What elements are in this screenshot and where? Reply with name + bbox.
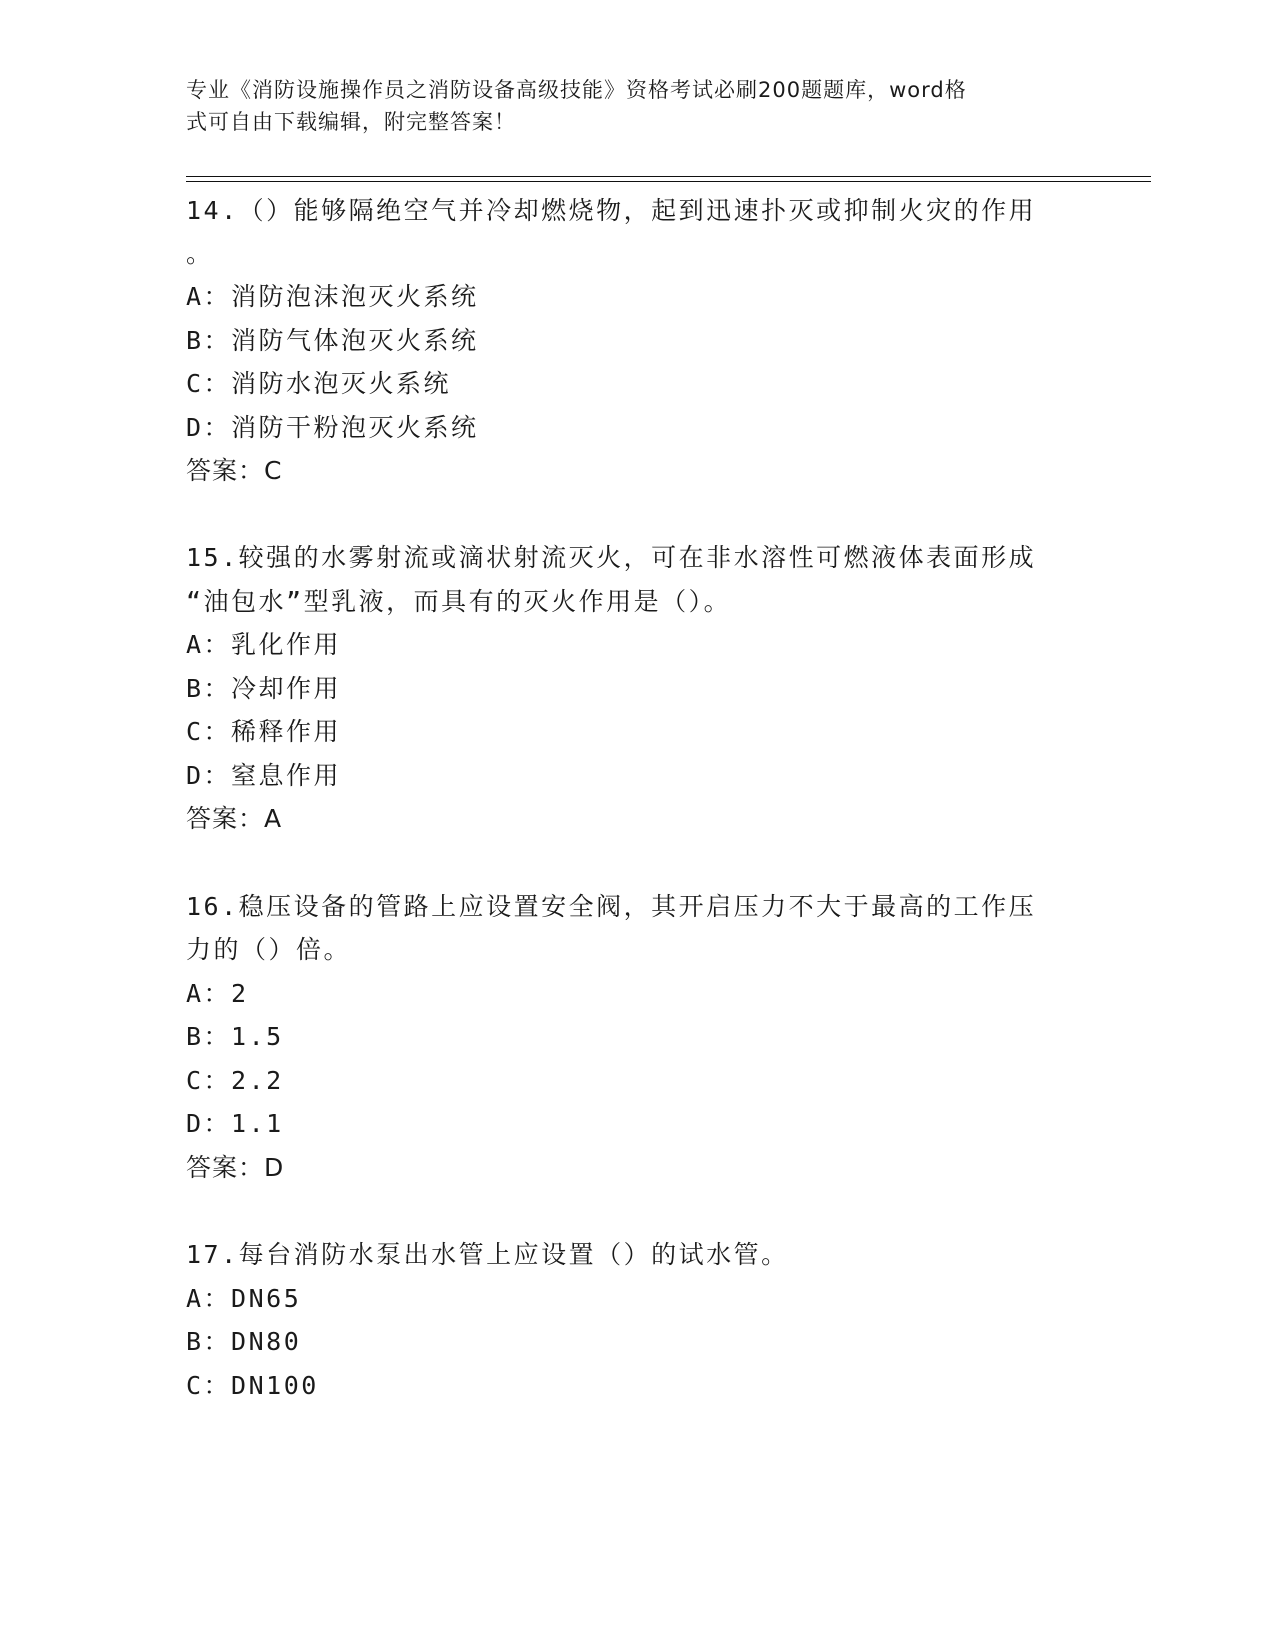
question-16-answer: 答案：D xyxy=(186,1153,285,1182)
question-17-option-c: C：DN100 xyxy=(186,1371,319,1400)
question-17-option-a: A：DN65 xyxy=(186,1284,302,1313)
question-17-stem-line-1: 17.每台消防水泵出水管上应设置（）的试水管。 xyxy=(186,1240,789,1269)
question-15-stem-line-1: 15.较强的水雾射流或滴状射流灭火，可在非水溶性可燃液体表面形成 xyxy=(186,543,1037,572)
question-16-option-b: B：1.5 xyxy=(186,1022,284,1051)
question-16-option-d: D：1.1 xyxy=(186,1109,284,1138)
question-14-stem-line-1: 14.（）能够隔绝空气并冷却燃烧物，起到迅速扑灭或抑制火灾的作用 xyxy=(186,196,1037,225)
header-line-2: 式可自由下载编辑，附完整答案！ xyxy=(186,110,516,134)
question-14-option-d: D：消防干粉泡灭火系统 xyxy=(186,413,479,442)
question-15-option-a: A：乳化作用 xyxy=(186,630,342,659)
header-divider-top xyxy=(186,176,1151,177)
question-14-stem-line-2: 。 xyxy=(186,239,214,268)
question-16-option-a: A：2 xyxy=(186,979,249,1008)
question-16-stem-line-1: 16.稳压设备的管路上应设置安全阀，其开启压力不大于最高的工作压 xyxy=(186,892,1037,921)
question-14-option-c: C：消防水泡灭火系统 xyxy=(186,369,452,398)
question-16-option-c: C：2.2 xyxy=(186,1066,284,1095)
question-14-option-a: A：消防泡沫泡灭火系统 xyxy=(186,282,479,311)
document-header xyxy=(186,74,1066,138)
question-15-option-b: B：冷却作用 xyxy=(186,674,342,703)
question-15-option-c: C：稀释作用 xyxy=(186,717,342,746)
question-14-option-b: B：消防气体泡灭火系统 xyxy=(186,326,479,355)
question-15-stem-line-2: “油包水”型乳液，而具有的灭火作用是（）。 xyxy=(186,587,732,616)
question-17-option-b: B：DN80 xyxy=(186,1327,302,1356)
question-16-stem-line-2: 力的（）倍。 xyxy=(186,935,352,964)
question-15-answer: 答案：A xyxy=(186,804,283,833)
question-15-option-d: D：窒息作用 xyxy=(186,761,342,790)
header-line-1: 专业《消防设施操作员之消防设备高级技能》资格考试必刷200题题库，word格 xyxy=(186,78,967,102)
header-divider-bottom xyxy=(186,181,1151,182)
question-14-answer: 答案：C xyxy=(186,456,283,485)
